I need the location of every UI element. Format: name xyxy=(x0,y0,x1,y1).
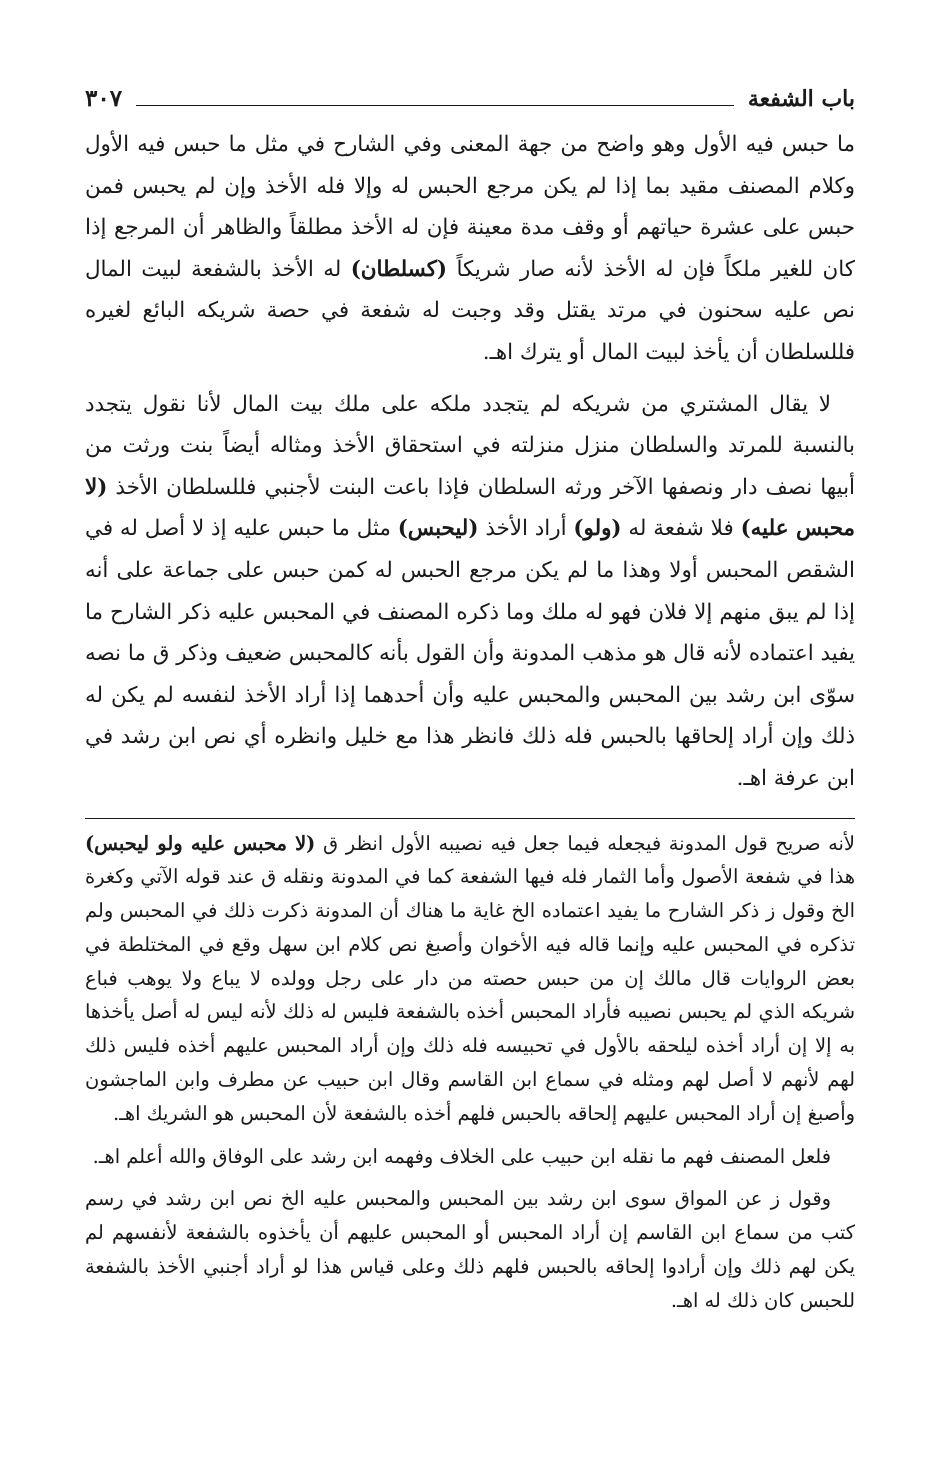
text-run: ما حبس فيه الأول وهو واضح من جهة المعنى وفي الشارح في مثل ما حبس فيه الأول وكلام المصنف مقيد بما إذا لم يكن مرجع الحبس له وإلا فله الأخذ وإن لم يحبس فمن حبس على عشرة حياتهم أو وقف مدة معينة فإن له الأخذ مطلقاً والظاهر أن المرجع إذا كان للغير ملكاً فإن له الأخذ لأنه صار شريكاً xyxy=(85,132,855,282)
main-text xyxy=(85,124,855,800)
footnotes xyxy=(85,827,855,1318)
book-page xyxy=(85,70,855,1460)
text-run: فلا شفعة له xyxy=(628,516,734,542)
text-run: أراد الأخذ xyxy=(485,516,567,542)
footnote-paragraph-3: وقول ز عن المواق سوى ابن رشد بين المحبس والمحبس عليه الخ نص ابن رشد في رسم كتب من سماع ابن القاسم إن أراد المحبس أو المحبس عليهم أن يأخذوه بالشفعة لأنفسهم لم يكن لهم ذلك وإن أرادوا إلحاقه بالحبس فلهم ذلك وعلى قياس هذا لو أراد أجنبي الأخذ بالشفعة للحبس كان ذلك له اهـ. xyxy=(85,1187,855,1312)
text-run: لا يقال المشتري من شريكه لم يتجدد ملكه على ملك بيت المال لأنا نقول يتجدد بالنسبة للمرتد والسلطان منزل منزلته في استحقاق الأخذ ومثاله أيضاً بنت ورثت من أبيها نصف دار ونصفها الآخر ورثه السلطان فإذا باعت البنت لأجنبي فللسلطان الأخذ xyxy=(85,391,855,500)
running-title: باب الشفعة xyxy=(747,86,855,112)
footnote-paragraph-1 xyxy=(85,827,855,1131)
lemma-kasultan: (كسلطان) xyxy=(350,256,448,282)
footnote-paragraph-2: فلعل المصنف فهم ما نقله ابن حبيب على الخلاف وفهمه ابن رشد على الوفاق والله أعلم اهـ. xyxy=(92,1144,831,1168)
footnote-separator xyxy=(85,818,855,819)
header-rule xyxy=(136,105,734,106)
main-paragraph-1 xyxy=(85,124,855,374)
page-number: ٣٠٧ xyxy=(85,85,123,112)
text-run: هذا في شفعة الأصول وأما الثمار فله فيها الشفعة كما في المدونة ونقله ق عند قوله الآتي وكغرة الخ وقول ز ذكر الشارح ما يفيد اعتماده الخ غاية ما هناك أن المدونة ذكرت ذلك في المحبس ولم تذكره في المحبس عليه وإنما قاله فيه الأخوان وأصبغ نص كلام ابن سهل وقع في المختلطة في بعض الروايات قال مالك إن من حبس حصته من دار على رجل وولده لا يباع ولا يوهب فباع شريكه الذي لم يحبس نصيبه فأراد المحبس أخذه بالشفعة فليس له ذلك لأنه ليس له أصل يأخذها به إلا إن أراد أخذه ليلحقه بالأول في تحبيسه فله ذلك وإن أراد المحبس عليهم أخذه فليس ذلك لهم لأنهم لا أصل لهم ومثله في سماع ابن القاسم وقال ابن حبيب عن مطرف وابن الماجشون وأصبغ إن أراد المحبس عليهم إلحاقه بالحبس فلهم أخذه بالشفعة لأن المحبس هو الشريك اهـ. xyxy=(85,865,855,1125)
lemma-walaw: (ولو) xyxy=(573,516,622,542)
text-run: لأنه صريح قول المدونة فيجعله فيما جعل فيه نصيبه الأول انظر ق xyxy=(323,831,855,855)
text-run: مثل ما حبس عليه إذ لا أصل له في الشقص المحبس أولا وهذا ما لم يكن مرجع الحبس له كمن حبس على جماعة على أنه إذا لم يبق منهم إلا فلان فهو له ملك وما ذكره المصنف في المحبس عليه ذكر الشارح ما يفيد اعتماده لأنه قال هو مذهب المدونة وأن القول بأنه كالمحبس ضعيف وذكر ق ما نصه سوّى ابن رشد بين المحبس والمحبس عليه وأن أحدهما إذا أراد الأخذ لنفسه لم يكن له ذلك وإن أراد إلحاقها بالحبس فله ذلك فانظر هذا مع خليل وانظره أي نص ابن رشد في ابن عرفة اهـ. xyxy=(85,516,855,791)
text-run: له الأخذ بالشفعة لبيت المال نص عليه سحنون في مرتد يقتل وقد وجبت له شفعة في حصة شريكه البائع لغيره فللسلطان أن يأخذ لبيت المال أو يترك اهـ. xyxy=(85,256,855,365)
lemma-footnote: (لا محبس عليه ولو ليحبس) xyxy=(85,831,316,855)
lemma-liyahbis: (ليحبس) xyxy=(397,516,479,542)
main-paragraph-2 xyxy=(85,384,855,800)
page-header xyxy=(85,70,855,114)
lemma-la-muhbas-alayh: (لا محبس عليه) xyxy=(85,474,855,542)
